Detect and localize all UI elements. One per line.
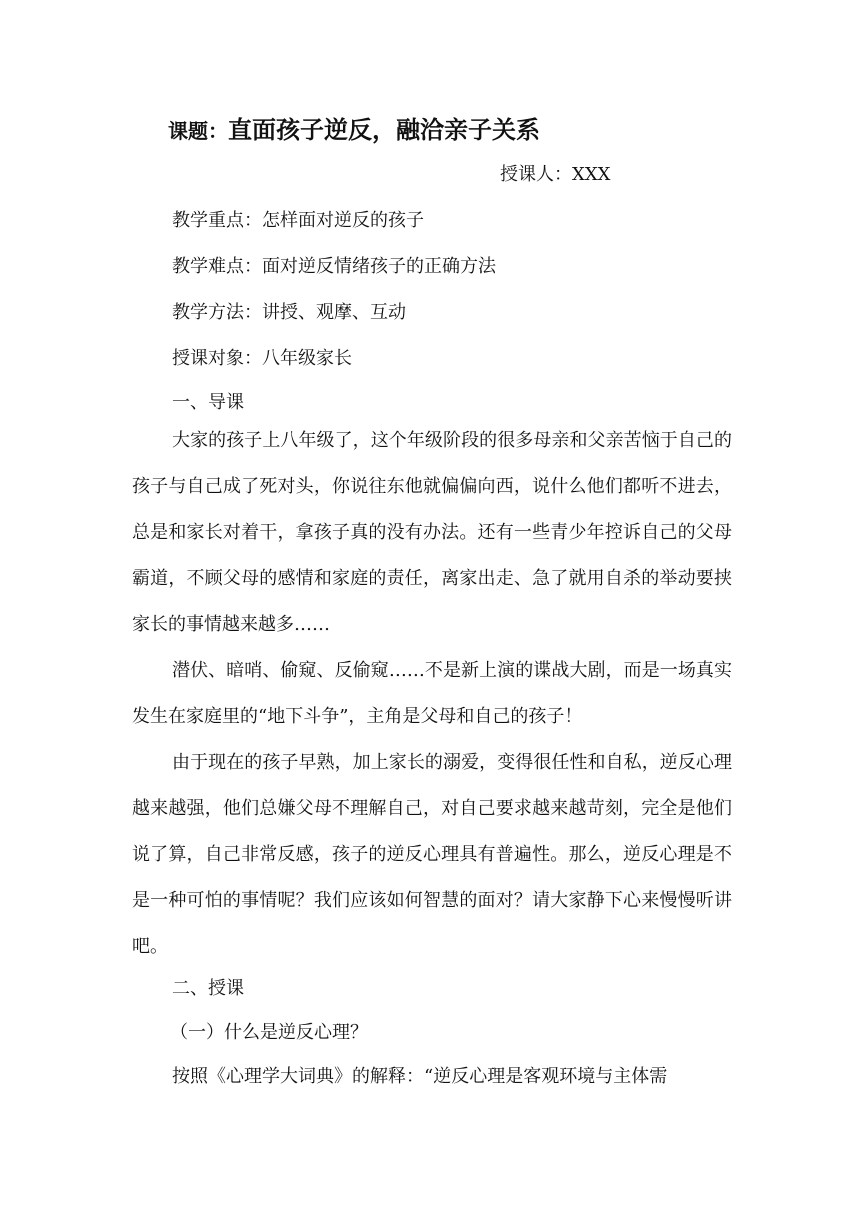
section-heading-intro: 一、导课	[172, 392, 244, 413]
paragraph-intro-3: 由于现在的孩子早熟，加上家长的溺爱，变得很任性和自私，逆反心理越来越强，他们总嫌父母不理解自己，对自己要求越来越苛刻，完全是他们说了算，自己非常反感，孩子的逆反心理具有普遍性。那么，逆反心理是不是一种可怕的事情呢？我们应该如何智慧的面对？请大家静下心来慢慢听讲吧。	[132, 752, 732, 957]
teaching-focus: 教学重点：怎样面对逆反的孩子	[172, 210, 424, 231]
paragraph-definition: 按照《心理学大词典》的解释：“逆反心理是客观环境与主体需	[172, 1066, 668, 1087]
title-prefix: 课题：	[168, 119, 228, 143]
teaching-method: 教学方法：讲授、观摩、互动	[172, 302, 406, 323]
teaching-difficulty: 教学难点：面对逆反情绪孩子的正确方法	[172, 256, 496, 277]
lesson-title	[168, 110, 540, 145]
paragraph-intro-2: 潜伏、暗哨、偷窥、反偷窥……不是新上演的谍战大剧，而是一场真实发生在家庭里的“地下斗争”，主角是父母和自己的孩子！	[132, 660, 732, 727]
subsection-heading: （一）什么是逆反心理？	[170, 1022, 368, 1043]
section-heading-lecture: 二、授课	[172, 978, 244, 999]
title-main: 直面孩子逆反，融洽亲子关系	[228, 116, 540, 144]
teaching-audience: 授课对象：八年级家长	[172, 348, 352, 369]
teacher-line: 授课人：XXX	[500, 164, 611, 185]
paragraph-intro-1: 大家的孩子上八年级了，这个年级阶段的很多母亲和父亲苦恼于自己的孩子与自己成了死对头，你说往东他就偏偏向西，说什么他们都听不进去，总是和家长对着干，拿孩子真的没有办法。还有一些青少年控诉自己的父母霸道，不顾父母的感情和家庭的责任，离家出走、急了就用自杀的举动要挟家长的事情越来越多……	[132, 430, 732, 635]
